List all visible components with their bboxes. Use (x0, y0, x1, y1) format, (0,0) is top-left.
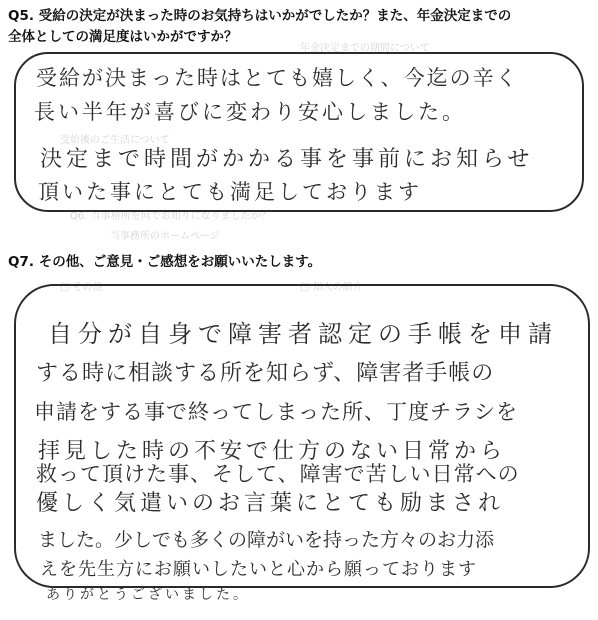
question-q5-line2: 全体としての満足度はいかがですか？ (8, 29, 238, 45)
answer-q7-line: 申請をする事で終ってしまった所、丁度チラシを (34, 400, 518, 424)
answer-q7-line: ありがとうございました。 (46, 587, 250, 603)
question-q7 (8, 252, 321, 273)
answer-q7-line: 優しく気遣いのお言葉にとても励まされ (36, 491, 505, 516)
bleed-text: 受給後のご生活について (60, 135, 170, 146)
answer-q7-line: 拝見した時の不安で仕方のない日常から (38, 439, 507, 464)
bleed-text: Q6. 当事務所を何でお知りになりましたか？ (70, 211, 271, 222)
bleed-text: □ その他 (60, 282, 103, 293)
bleed-text: 年金決定までの期間について (300, 43, 430, 54)
answer-q7-line: ました。少しでも多くの障がいを持った方々のお力添 (38, 529, 495, 551)
question-q5 (8, 6, 511, 48)
answer-q5-line: 決定まで時間がかかる事を事前にお知らせ (40, 147, 534, 172)
answer-q5-line: 受給が決まった時はとても嬉しく、今迄の辛く (36, 66, 519, 90)
answer-q5-line: 頂いた事にとても満足しております (38, 180, 422, 204)
answer-q7-line: する時に相談する所を知らず、障害者手帳の (36, 361, 495, 386)
bleed-text: □ 知人の紹介 (300, 282, 363, 293)
answer-q5-line: 長い半年が喜びに変わり安心しました。 (34, 100, 466, 124)
question-q7-line1: Q7. その他、ご意見・ご感想をお願いいたします。 (8, 254, 322, 270)
question-q5-line1: Q5. 受給の決定が決まった時のお気持ちはいかがでしたか？また、年金決定までの (8, 8, 512, 24)
answer-q7-line: えを先生方にお願いしたいと心から願っております (40, 559, 477, 580)
bleed-text: 当事務所のホームページ (110, 231, 220, 242)
answer-q7-line: 自分が自身で障害者認定の手帳を申請 (48, 320, 558, 348)
answer-q7-line: 救って頂けた事、そして、障害で苦しい日常への (36, 462, 520, 486)
